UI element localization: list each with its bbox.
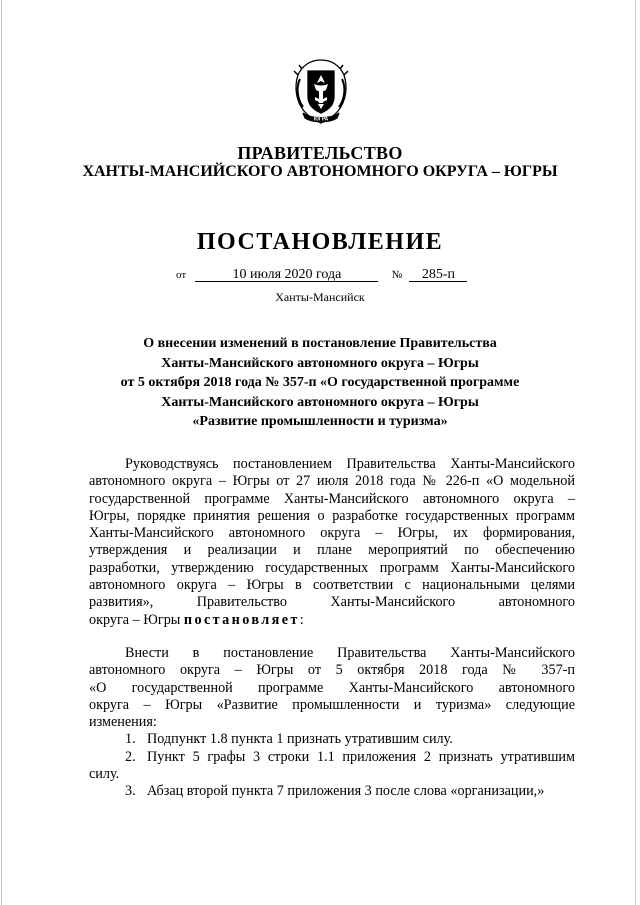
item-text: Абзац второй пункта 7 приложения 3 после слова «организации,» <box>147 783 545 800</box>
number-label: № <box>391 269 403 281</box>
amendment-item <box>89 749 575 766</box>
body-line: разработки, утверждению государственных программ Ханты-Мансийского <box>89 559 575 576</box>
body-line: государственной программе Ханты-Мансийского автономного округа – <box>89 490 575 507</box>
decree-city: Ханты-Мансийск <box>275 290 365 304</box>
item-number: 2. <box>125 748 136 765</box>
body-line: Югры, порядке принятия решения о разработке государственных программ <box>89 507 575 524</box>
body-line: изменения: <box>89 714 157 731</box>
item-number: 3. <box>125 783 136 800</box>
decree-number: 285-п <box>409 268 467 282</box>
item-number: 1. <box>125 731 136 748</box>
decree-subject <box>0 334 640 432</box>
resolves-word: постановляет <box>183 611 300 628</box>
body-line: Ханты-Мансийского автономного округа – Югры, их формирования, <box>89 525 575 542</box>
subject-line: Ханты-Мансийского автономного округа – Югры <box>161 355 479 371</box>
decree-title: ПОСТАНОВЛЕНИЕ <box>196 229 444 255</box>
government-region-title: ХАНТЫ-МАНСИЙСКОГО АВТОНОМНОГО ОКРУГА – ЮГРЫ <box>82 163 558 180</box>
body-line: развития», Правительство Ханты-Мансийского автономного <box>89 594 575 611</box>
body-line: автономного округа – Югры от 5 октября 2018 года № 357-п <box>89 662 575 679</box>
item-text: Пункт 5 графы 3 строки 1.1 приложения 2 признать утратившим <box>147 748 575 765</box>
subject-line: О внесении изменений в постановление Правительства <box>143 336 497 351</box>
preamble-paragraph <box>89 456 575 629</box>
body-line: Руководствуясь постановлением Правительства Ханты-Мансийского <box>125 456 575 472</box>
body-line: утверждения и реализации и плане мероприятий по обеспечению <box>89 542 575 559</box>
subject-line: Ханты-Мансийского автономного округа – Югры <box>161 394 479 410</box>
subject-line: от 5 октября 2018 года № 357-п «О государственной программе <box>120 375 520 390</box>
body-line: округа – Югры «Развитие промышленности и туризма» следующие <box>89 696 575 713</box>
body-line: автономного округа – Югры от 27 июля 2018 года № 226-п «О модельной <box>89 473 575 490</box>
amendment-item <box>89 783 575 800</box>
decree-date-line <box>176 266 467 282</box>
body-line: автономного округа – Югры в соответствии с национальными целями <box>89 577 575 594</box>
body-line-resolves <box>89 612 575 629</box>
body-line: Внести в постановление Правительства Ханты-Мансийского <box>125 645 575 661</box>
scan-edge-left <box>1 0 2 905</box>
body-line: «О государственной программе Ханты-Мансийского автономного <box>89 679 575 696</box>
subject-line: «Развитие промышленности и туризма» <box>192 414 448 429</box>
item-text: Подпункт 1.8 пункта 1 признать утратившим силу. <box>147 731 453 748</box>
government-title: ПРАВИТЕЛЬСТВО <box>237 143 403 163</box>
item-text-continuation: силу. <box>89 766 120 783</box>
amendment-item <box>89 731 575 748</box>
amendments-paragraph <box>89 645 575 801</box>
coat-of-arms-emblem-icon <box>290 57 352 127</box>
emblem-banner-text: ЮГРА <box>313 116 329 123</box>
resolves-prefix: округа – Югры <box>89 611 184 628</box>
resolves-suffix: : <box>299 611 304 628</box>
decree-date: 10 июля 2020 года <box>195 268 378 282</box>
from-label: от <box>176 269 187 281</box>
scan-edge-right <box>635 0 636 905</box>
